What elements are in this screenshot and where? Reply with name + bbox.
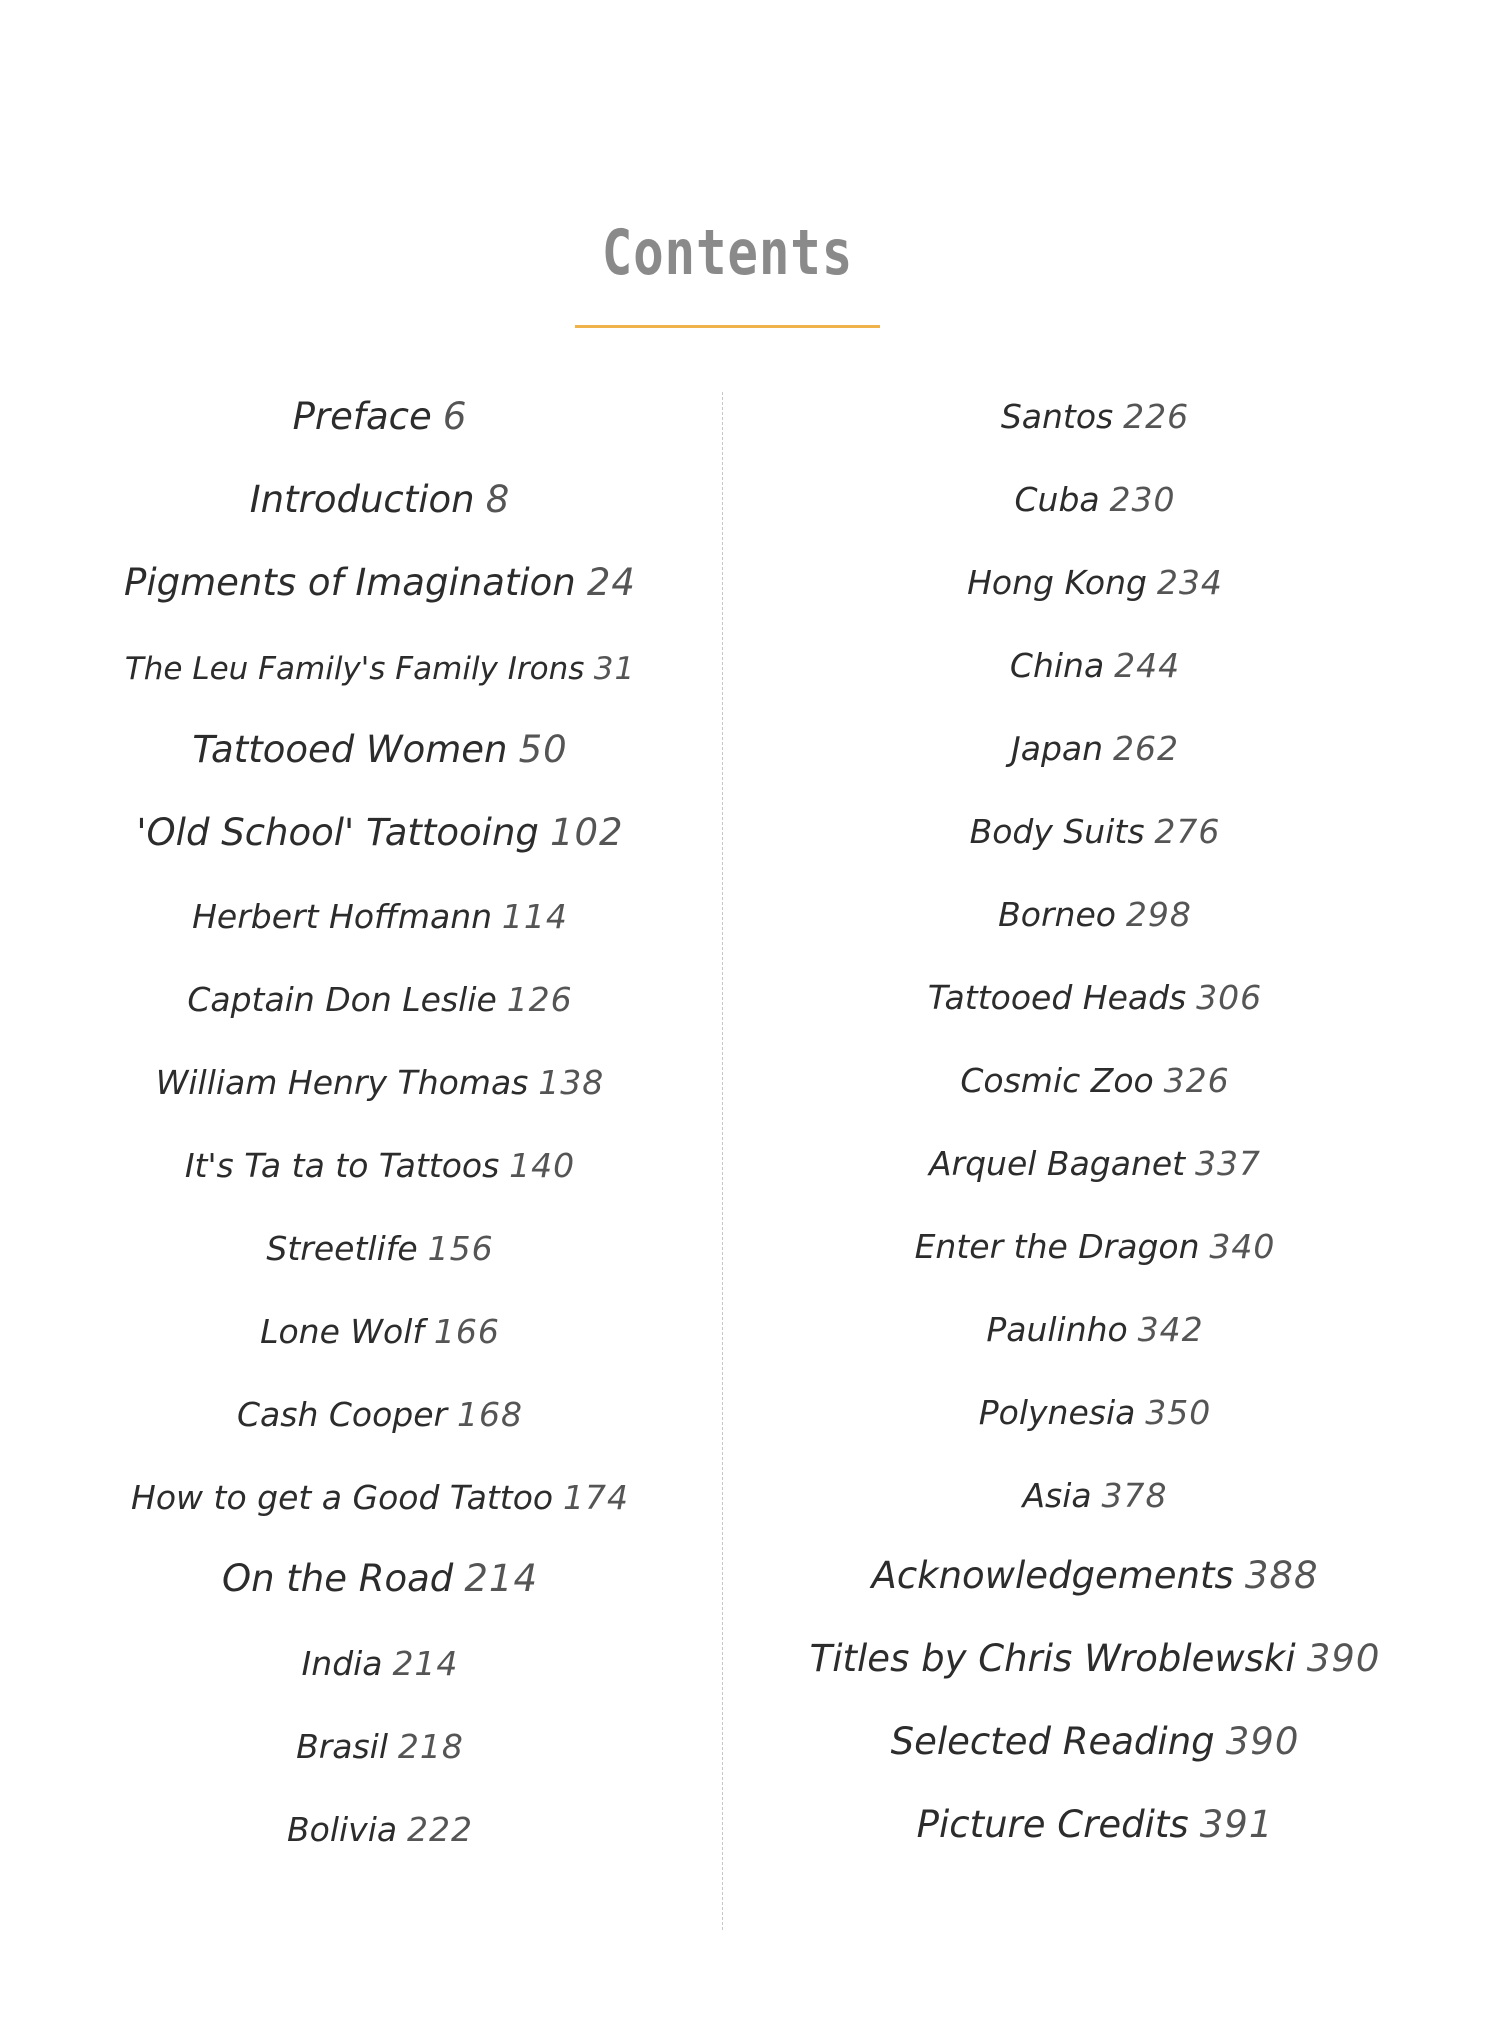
toc-entry-page: 24 [586,561,636,604]
toc-entry[interactable] [780,1476,1410,1515]
toc-entry[interactable] [100,1312,660,1351]
toc-entry-title: Cosmic Zoo [960,1061,1154,1100]
toc-entry-page: 166 [433,1312,500,1351]
toc-entry-title: On the Road [221,1557,454,1600]
toc-entry[interactable] [100,1146,660,1185]
toc-entry-page: 168 [457,1395,523,1434]
toc-entry-page: 126 [506,980,573,1019]
toc-entry-title: Lone Wolf [260,1312,424,1351]
toc-entry-title: The Leu Family's Family Irons [124,651,585,687]
toc-entry[interactable] [780,480,1410,519]
toc-entry-title: China [1009,646,1105,685]
toc-entry[interactable] [100,1644,660,1683]
toc-entry[interactable] [780,1554,1410,1597]
toc-entry-page: 102 [549,811,624,854]
toc-entry-title: Hong Kong [967,563,1147,602]
toc-entry-page: 298 [1125,895,1192,934]
toc-entry-title: Titles by Chris Wroblewski [809,1637,1296,1680]
toc-entry-page: 50 [518,728,568,771]
column-divider [722,392,723,1930]
toc-entry[interactable] [780,1061,1410,1100]
toc-entry-title: Captain Don Leslie [187,980,497,1019]
toc-entry-title: Cuba [1014,480,1100,519]
toc-entry-title: Asia [1022,1476,1092,1515]
toc-entry[interactable] [100,1478,660,1517]
toc-entry[interactable] [100,1063,660,1102]
toc-entry[interactable] [100,897,660,936]
toc-entry[interactable] [100,728,660,771]
toc-entry-page: 140 [509,1146,576,1185]
toc-entry[interactable] [780,397,1410,436]
toc-entry[interactable] [780,1803,1410,1846]
toc-entry-title: Streetlife [266,1229,418,1268]
toc-entry[interactable] [780,729,1410,768]
toc-entry-page: 342 [1137,1310,1204,1349]
toc-entry-title: Preface [292,395,432,438]
toc-entry-title: It's Ta ta to Tattoos [184,1146,500,1185]
toc-entry-title: Introduction [249,478,475,521]
title-underline [575,325,880,328]
toc-entry-title: Tattooed Heads [927,978,1187,1017]
toc-entry[interactable] [780,1310,1410,1349]
toc-entry[interactable] [100,478,660,521]
toc-entry-title: Japan [1011,729,1104,768]
toc-entry-page: 326 [1163,1061,1230,1100]
toc-entry-title: Brasil [296,1727,389,1766]
toc-entry-page: 214 [392,1644,459,1683]
toc-entry[interactable] [100,561,660,604]
toc-entry[interactable] [100,395,660,438]
toc-entry[interactable] [100,1395,660,1434]
toc-entry-page: 31 [593,651,636,687]
toc-entry-page: 378 [1101,1476,1168,1515]
toc-entry-title: How to get a Good Tattoo [131,1478,554,1517]
toc-entry-title: 'Old School' Tattooing [136,811,539,854]
toc-entry-title: Acknowledgements [871,1554,1234,1597]
toc-entry-page: 390 [1225,1720,1300,1763]
toc-entry[interactable] [100,651,660,687]
toc-entry-page: 350 [1145,1393,1212,1432]
toc-entry-title: Borneo [998,895,1116,934]
toc-entry[interactable] [100,1810,660,1849]
toc-entry-page: 6 [442,395,468,438]
toc-entry[interactable] [780,895,1410,934]
toc-entry-title: Santos [1000,397,1114,436]
toc-entry-page: 244 [1114,646,1181,685]
toc-entry-page: 306 [1196,978,1263,1017]
toc-entry-page: 230 [1109,480,1176,519]
toc-entry[interactable] [780,1144,1410,1183]
toc-entry[interactable] [780,812,1410,851]
toc-entry-title: Tattooed Women [192,728,508,771]
page-title: Contents [601,216,854,289]
toc-entry-title: India [301,1644,383,1683]
toc-entry[interactable] [780,646,1410,685]
toc-entry-title: Polynesia [978,1393,1136,1432]
toc-entry-page: 276 [1154,812,1221,851]
toc-entry-title: William Henry Thomas [155,1063,529,1102]
toc-entry[interactable] [100,1557,660,1600]
toc-entry-page: 156 [427,1229,494,1268]
toc-entry-page: 8 [485,478,511,521]
toc-entry-page: 337 [1195,1144,1262,1183]
toc-entry[interactable] [780,978,1410,1017]
toc-entry-title: Enter the Dragon [914,1227,1200,1266]
toc-entry-page: 390 [1306,1637,1381,1680]
toc-entry-page: 218 [397,1727,464,1766]
toc-entry-page: 174 [562,1478,629,1517]
toc-entry-title: Picture Credits [916,1803,1189,1846]
toc-entry-page: 222 [406,1810,473,1849]
toc-entry-page: 391 [1199,1803,1274,1846]
toc-entry-page: 262 [1112,729,1179,768]
toc-entry-title: Arquel Baganet [928,1144,1186,1183]
toc-entry-page: 340 [1209,1227,1276,1266]
toc-entry-page: 234 [1156,563,1223,602]
toc-entry-page: 388 [1244,1554,1319,1597]
toc-entry[interactable] [780,1393,1410,1432]
toc-entry[interactable] [780,1720,1410,1763]
toc-entry[interactable] [100,811,660,854]
toc-entry-title: Pigments of Imagination [124,561,576,604]
toc-entry-title: Paulinho [986,1310,1128,1349]
toc-entry-title: Selected Reading [890,1720,1215,1763]
toc-entry-title: Cash Cooper [237,1395,448,1434]
toc-entry-title: Herbert Hoffmann [192,897,493,936]
toc-entry[interactable] [100,1229,660,1268]
toc-entry[interactable] [780,563,1410,602]
toc-entry[interactable] [780,1637,1410,1680]
toc-entry-title: Bolivia [287,1810,398,1849]
toc-entry[interactable] [100,1727,660,1766]
toc-entry-page: 114 [501,897,568,936]
toc-entry-page: 138 [538,1063,605,1102]
toc-entry-page: 226 [1123,397,1190,436]
toc-entry-page: 214 [464,1557,539,1600]
toc-entry-title: Body Suits [969,812,1145,851]
toc-entry[interactable] [780,1227,1410,1266]
toc-entry[interactable] [100,980,660,1019]
